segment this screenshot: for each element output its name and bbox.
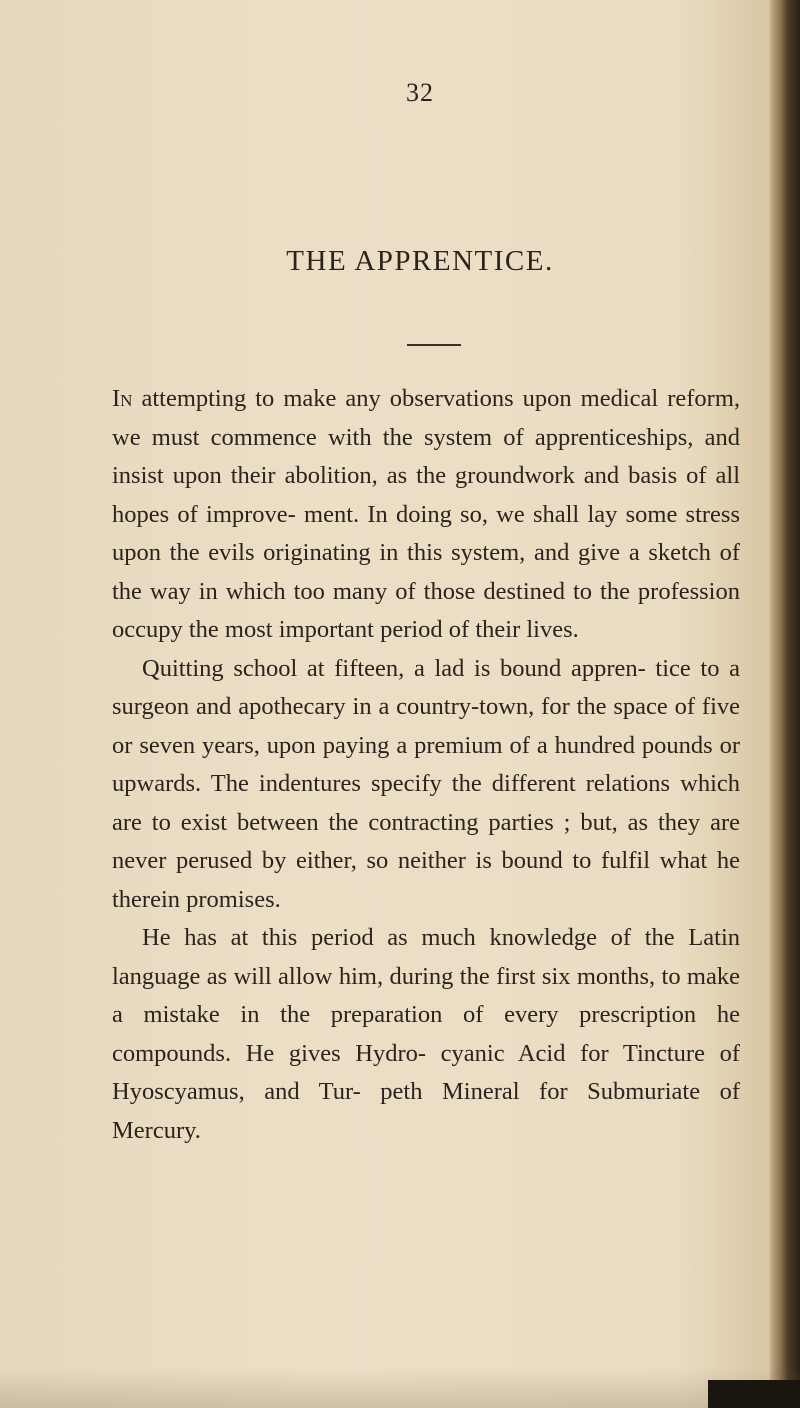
body-text xyxy=(112,380,740,1150)
paragraph-3: He has at this period as much knowledge of the Latin language as will allow him, during the first six months, to make a mistake in the preparation of every prescription he compounds. He gives Hydro- cyanic Acid for Tincture of Hyoscyamus, and Tur- peth Mineral for Submuriate of Mercury. xyxy=(112,924,740,1144)
dark-corner xyxy=(708,1380,800,1408)
page-edge-shadow xyxy=(770,0,800,1408)
page-number: 32 xyxy=(406,78,434,107)
paragraph-lead: In xyxy=(112,385,133,412)
paragraph-1 xyxy=(112,380,740,650)
bottom-edge-shade xyxy=(0,1368,800,1408)
chapter-title: THE APPRENTICE. xyxy=(286,245,554,277)
paragraph-text: attempting to make any observations upon medical reform, we must commence with the system of apprenticeships, and insist upon their abolition, as the groundwork and basis of all hopes of improve- ment. In doing so, we shall lay some stress upon the evils originating in this system, and give a sketch of the way in which too many of those destined to the profession occupy the most important period of their lives. xyxy=(112,385,740,643)
title-divider xyxy=(407,344,461,346)
paragraph-2: Quitting school at fifteen, a lad is bound appren- tice to a surgeon and apothecary in a country-town, for the space of five or seven years, upon paying a premium of a hundred pounds or upwards. The indentures specify the different relations which are to exist between the contracting parties ; but, as they are never perused by either, so neither is bound to fulfil what he therein promises. xyxy=(112,654,740,913)
